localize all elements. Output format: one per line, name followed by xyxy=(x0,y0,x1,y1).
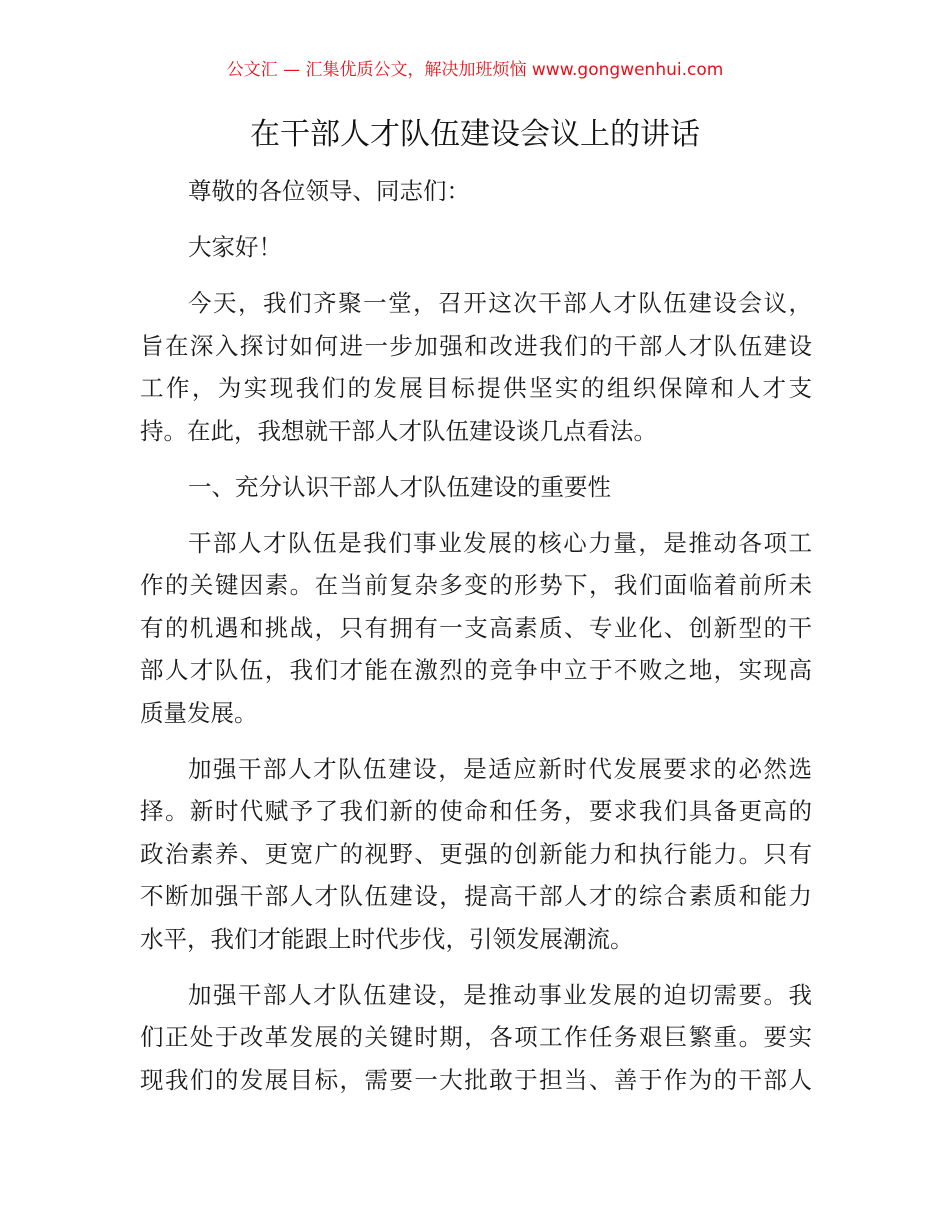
paragraph-core-force xyxy=(140,522,812,735)
paragraph-line: 现我们的发展目标，需要一大批敢于担当、善于作为的干部人 xyxy=(140,1065,812,1094)
document-body xyxy=(140,170,812,1115)
paragraph-line: 持。在此，我想就干部人才队伍建设谈几点看法。 xyxy=(140,416,657,445)
paragraph-line: 加强干部人才队伍建设，是推动事业发展的迫切需要。我 xyxy=(188,980,812,1009)
salutation xyxy=(140,170,812,213)
section-heading-1 xyxy=(140,466,812,509)
section-heading-text: 一、充分认识干部人才队伍建设的重要性 xyxy=(188,472,611,501)
document-title: 在干部人才队伍建设会议上的讲话 xyxy=(250,117,700,152)
greeting xyxy=(140,226,812,269)
paragraph-line: 今天，我们齐聚一堂，召开这次干部人才队伍建设会议， xyxy=(188,289,812,317)
paragraph-line: 不断加强干部人才队伍建设，提高干部人才的综合素质和能力 xyxy=(140,882,812,910)
paragraph-line: 工作，为实现我们的发展目标提供坚实的组织保障和人才支 xyxy=(140,374,812,402)
paragraph-line: 作的关键因素。在当前复杂多变的形势下，我们面临着前所未 xyxy=(140,571,812,599)
paragraph-line: 旨在深入探讨如何进一步加强和改进我们的干部人才队伍建设 xyxy=(140,331,812,360)
site-header-banner: 公文汇 — 汇集优质公文，解决加班烦恼 www.gongwenhui.com xyxy=(226,60,724,80)
paragraph-line: 加强干部人才队伍建设，是适应新时代发展要求的必然选 xyxy=(188,754,812,783)
paragraph-line: 有的机遇和挑战，只有拥有一支高素质、专业化、创新型的干 xyxy=(140,613,812,642)
paragraph-line: 质量发展。 xyxy=(140,698,258,727)
greeting-text: 大家好！ xyxy=(188,233,282,261)
paragraph-line: 水平，我们才能跟上时代步伐，引领发展潮流。 xyxy=(140,924,634,953)
paragraph-line: 们正处于改革发展的关键时期，各项工作任务艰巨繁重。要实 xyxy=(140,1023,812,1051)
paragraph-line: 政治素养、更宽广的视野、更强的创新能力和执行能力。只有 xyxy=(140,839,812,868)
paragraph-line: 干部人才队伍是我们事业发展的核心力量，是推动各项工 xyxy=(188,528,812,557)
paragraph-urgent-need xyxy=(140,974,812,1102)
paragraph-line: 择。新时代赋予了我们新的使命和任务，要求我们具备更高的 xyxy=(140,797,812,825)
salutation-text: 尊敬的各位领导、同志们： xyxy=(188,177,470,205)
paragraph-opening xyxy=(140,282,812,452)
paragraph-new-era xyxy=(140,748,812,961)
paragraph-line: 部人才队伍，我们才能在激烈的竞争中立于不败之地，实现高 xyxy=(140,656,812,684)
